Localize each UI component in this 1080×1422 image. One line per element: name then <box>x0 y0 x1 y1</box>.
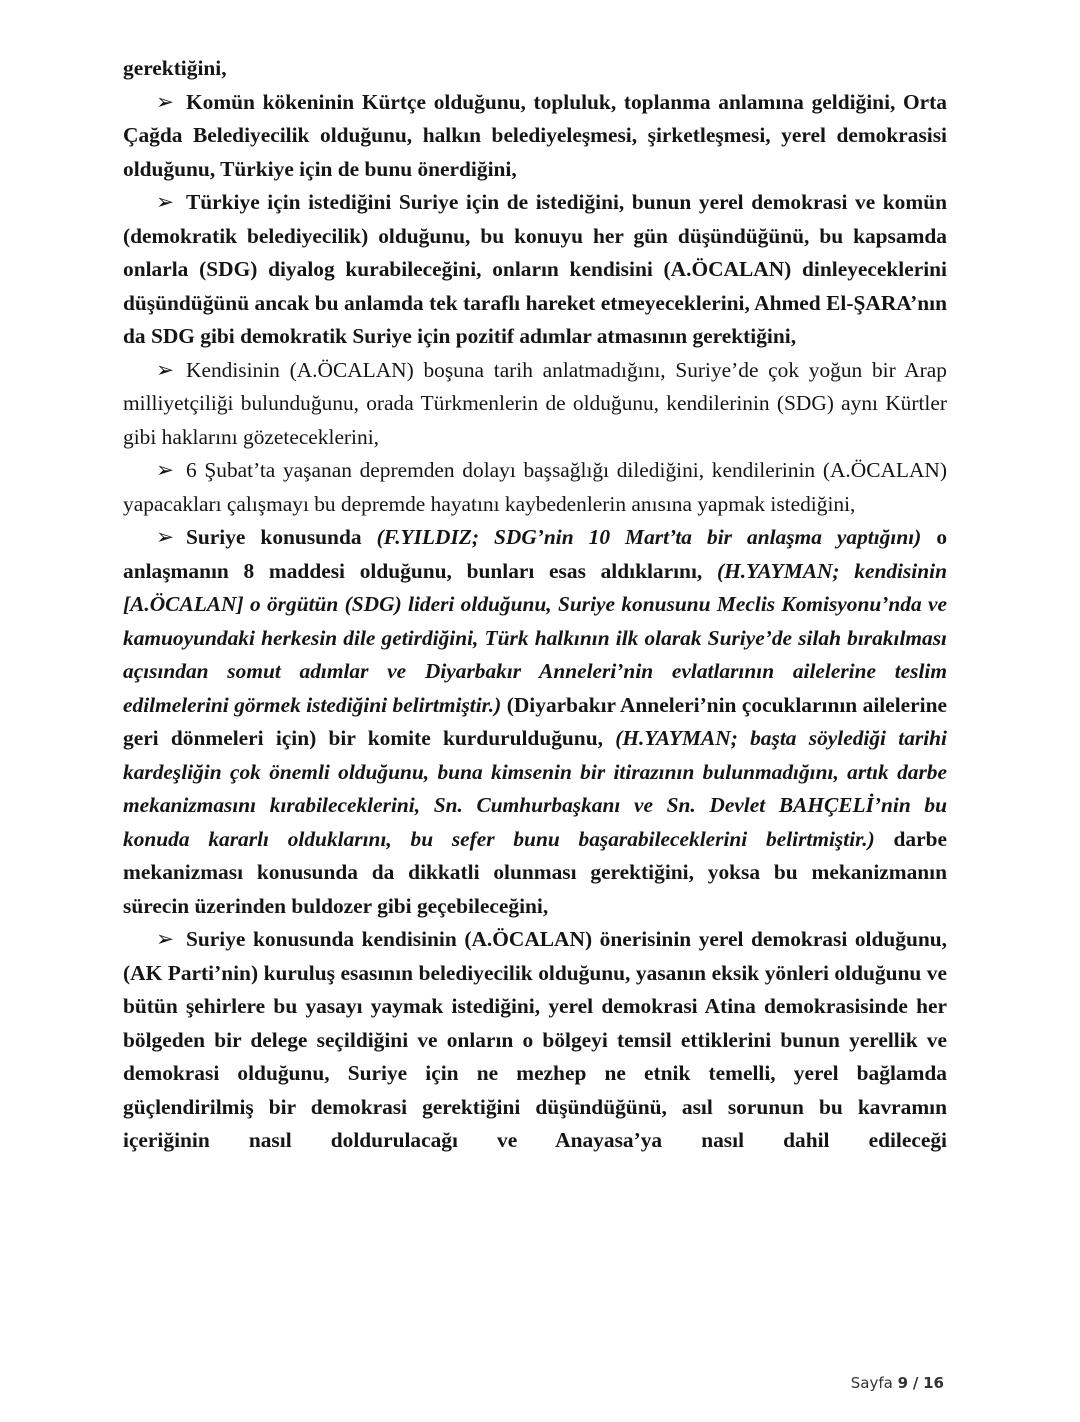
paragraph-5-note-yayman-2: (H.YAYMAN; başta söylediği tarihi kardeşliğin çok önemli olduğunu, buna kimsenin bir itirazının bulunmadığını, artık darbe mekanizmasını kırabileceklerini, Sn. Cumhurbaşkanı ve Sn. Devlet BAHÇELİ’nin bu konuda kararlı olduklarını, bu sefer bunu başarabileceklerini belirtmiştir.) <box>123 726 947 851</box>
page-number-footer <box>851 1374 944 1392</box>
lead-line <box>123 52 947 86</box>
paragraph-5-segment-5: (Diyarbakır Anneleri’nin çocuklarının ailelerine geri dönmeleri için) bir komite kurdurulduğunu, <box>123 692 947 750</box>
arrow-bullet-icon: ➢ <box>156 89 174 114</box>
paragraph-5-segment-7: darbe mekanizması konusunda da dikkatli olunması gerektiğini, yoksa bu mekanizmanın sürecin üzerinden buldozer gibi geçebileceğini, <box>123 826 948 918</box>
total-pages: 16 <box>923 1374 944 1392</box>
paragraph-5-note-yildiz: (F.YILDIZ; SDG’nin 10 Mart’ta bir anlaşma yaptığını) <box>376 525 922 549</box>
document-page <box>123 52 947 1158</box>
arrow-bullet-icon: ➢ <box>156 458 174 482</box>
page-label: Sayfa <box>850 1374 893 1392</box>
lead-text: gerektiğini, <box>123 56 227 80</box>
bullet-paragraph-5 <box>123 521 947 923</box>
paragraph-4-text: 6 Şubat’ta yaşanan depremden dolayı başsağlığı dilediğini, kendilerinin (A.ÖCALAN) yapacakları çalışmayı bu depremde hayatını kaybedenlerin anısına yapmak istediğini, <box>123 458 947 516</box>
bullet-paragraph-6 <box>123 923 947 1158</box>
arrow-bullet-icon: ➢ <box>156 525 174 549</box>
paragraph-5-segment-1: Suriye konusunda <box>186 525 377 549</box>
arrow-bullet-icon: ➢ <box>156 190 174 214</box>
arrow-bullet-icon: ➢ <box>156 357 174 382</box>
bullet-paragraph-2 <box>123 186 947 354</box>
current-page-number: 9 <box>897 1374 909 1392</box>
bullet-paragraph-4 <box>123 454 947 521</box>
page-separator: / <box>912 1374 919 1392</box>
paragraph-6-text: Suriye konusunda kendisinin (A.ÖCALAN) önerisinin yerel demokrasi olduğunu, (AK Parti’nin) kuruluş esasının belediyecilik olduğunu, yasanın eksik yönleri olduğunu ve bütün şehirlere bu yasayı yaymak istediğini, yerel demokrasi Atina demokrasisinde her bölgeden bir delege seçildiğini ve onların o bölgeyi temsil ettiklerini bunun yerellik ve demokrasi olduğunu, Suriye için ne mezhep ne etnik temelli, yerel bağlamda güçlendirilmiş bir demokrasi gerektiğini düşündüğünü, asıl sorunun bu kavramın içeriğinin nasıl doldurulacağı ve Anayasa’ya nasıl dahil edileceği <box>123 927 947 1152</box>
bullet-paragraph-1 <box>123 86 947 187</box>
arrow-bullet-icon: ➢ <box>156 927 174 951</box>
paragraph-1-text: Komün kökeninin Kürtçe olduğunu, topluluk, toplanma anlamına geldiğini, Orta Çağda Belediyecilik olduğunu, halkın belediyeleşmesi, şirketleşmesi, yerel demokrasisi olduğunu, Türkiye için de bunu önerdiğini, <box>123 89 947 181</box>
paragraph-5-note-yayman-1: (H.YAYMAN; kendisinin [A.ÖCALAN] o örgütün (SDG) lideri olduğunu, Suriye konusunu Meclis Komisyonu’nda ve kamuoyundaki herkesin dile getirdiğini, Türk halkının ilk olarak Suriye’de silah bırakılması açısından somut adımlar ve Diyarbakır Anneleri’nin evlatlarının ailelerine teslim edilmelerini görmek istediğini belirtmiştir.) <box>123 558 947 717</box>
paragraph-5-segment-3: o anlaşmanın 8 maddesi olduğunu, bunları esas aldıklarını, <box>123 525 948 583</box>
bullet-paragraph-3 <box>123 354 947 455</box>
paragraph-2-text: Türkiye için istediğini Suriye için de istediğini, bunun yerel demokrasi ve komün (demokratik belediyecilik) olduğunu, bu konuyu her gün düşündüğünü, bu kapsamda onlarla (SDG) diyalog kurabileceğini, onların kendisini (A.ÖCALAN) dinleyeceklerini düşündüğünü ancak bu anlamda tek taraflı hareket etmeyeceklerini, Ahmed El-ŞARA’nın da SDG gibi demokratik Suriye için pozitif adımlar atmasının gerektiğini, <box>123 190 947 348</box>
paragraph-3-text: Kendisinin (A.ÖCALAN) boşuna tarih anlatmadığını, Suriye’de çok yoğun bir Arap milliyetçiliği bulunduğunu, orada Türkmenlerin de olduğunu, kendilerinin (SDG) aynı Kürtler gibi haklarını gözeteceklerini, <box>123 357 947 449</box>
